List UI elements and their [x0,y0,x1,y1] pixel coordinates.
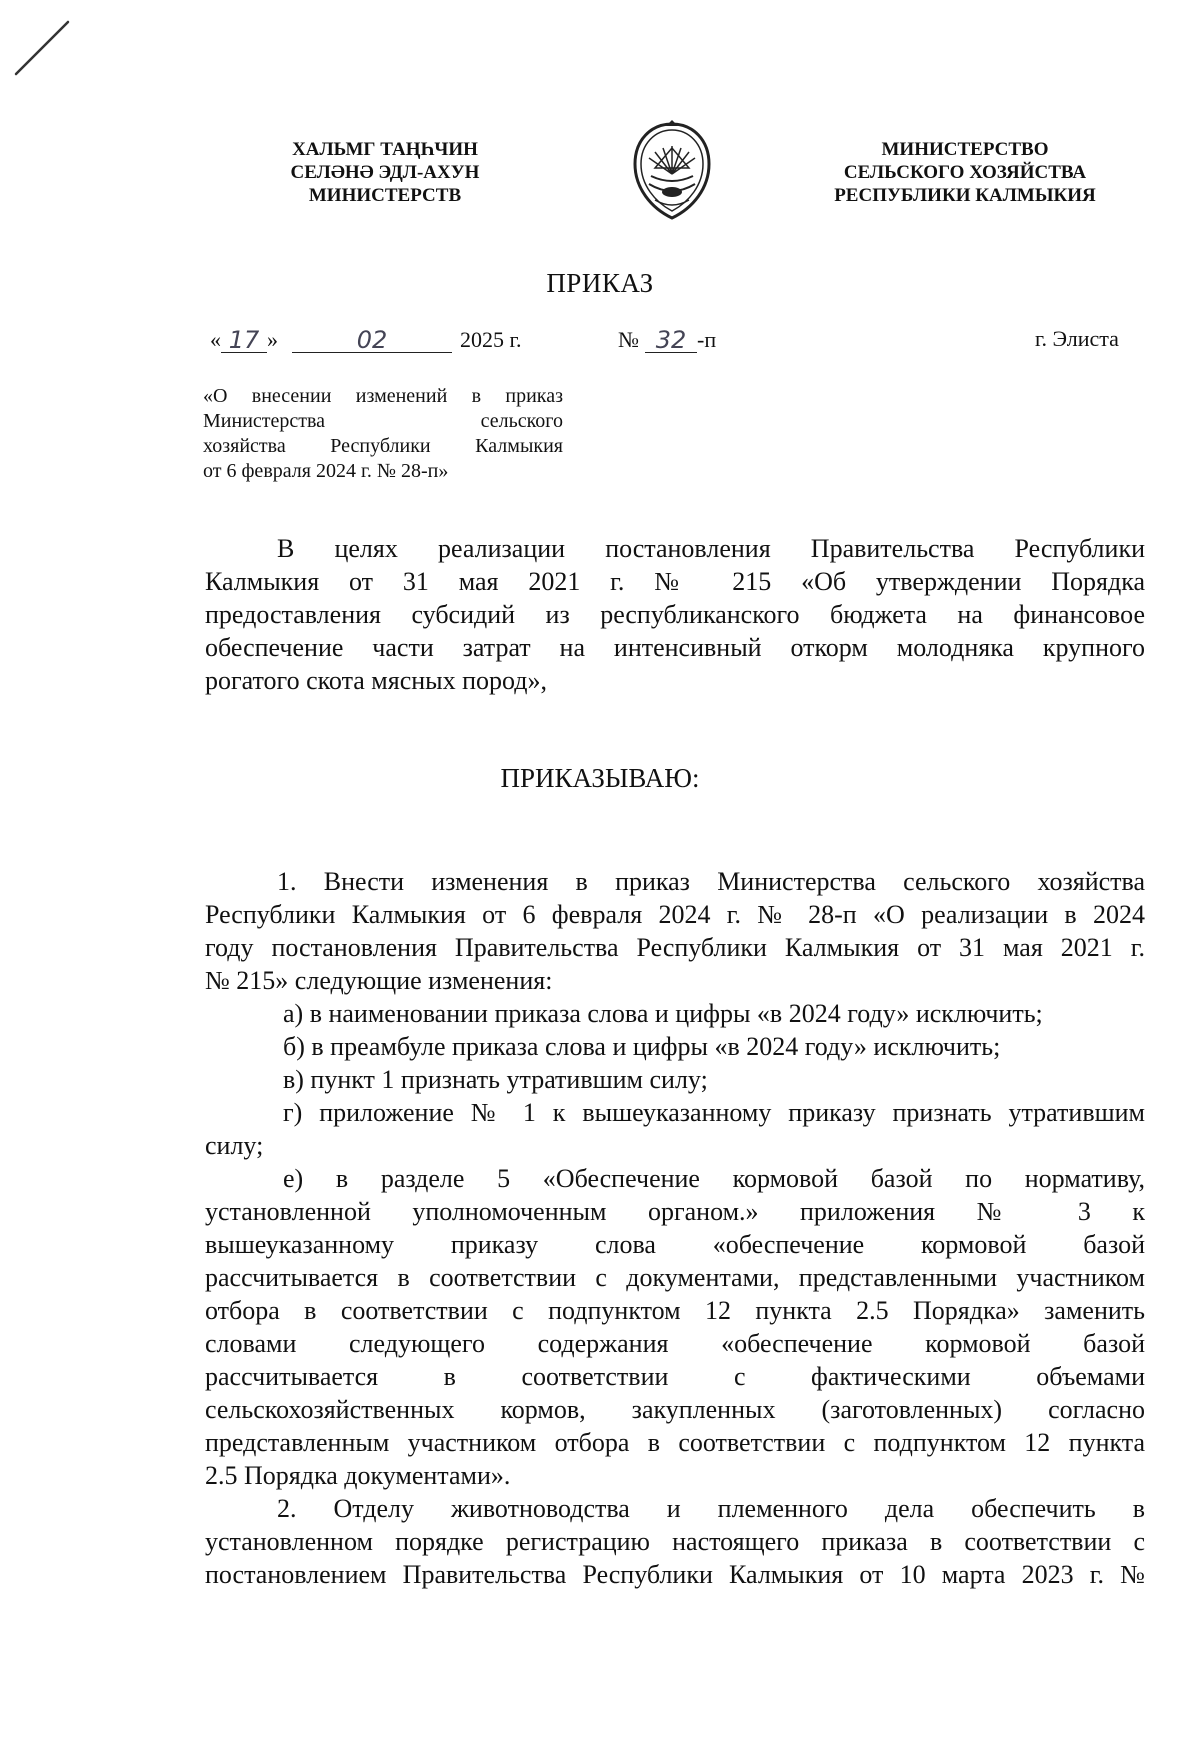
subitem-v: в) пункт 1 признать утратившим силу; [283,1065,708,1094]
header-left-line: МИНИСТЕРСТВ [308,185,462,206]
item-line: силу; [205,1131,264,1160]
item-line: установленной уполномоченным органом.» приложения № 3 к [205,1197,1145,1226]
item-line: рассчитывается в соответствии с фактическими объемами [205,1362,1145,1391]
date-month-handwritten: 02 [356,326,388,354]
item-line: вышеуказанному приказу слова «обеспечение кормовой базой [205,1230,1145,1259]
number-handwritten: 32 [655,326,687,354]
item-line: словами следующего содержания «обеспечение кормовой базой [205,1329,1145,1358]
item-line: сельскохозяйственных кормов, закупленных (заготовленных) согласно [205,1395,1145,1424]
subject-line: «О внесении изменений в приказ [203,385,563,407]
preamble-line: Калмыкия от 31 мая 2021 г. № 215 «Об утверждении Порядка [205,567,1145,596]
preamble-line: обеспечение части затрат на интенсивный откорм молодняка крупного [205,633,1145,662]
preamble-line: предоставления субсидий из республиканского бюджета на финансовое [205,600,1145,629]
order-subject [203,384,563,484]
item-line: постановлением Правительства Республики Калмыкия от 10 марта 2023 г. № [205,1560,1145,1589]
item-line: Республики Калмыкия от 6 февраля 2024 г. № 28-п «О реализации в 2024 [205,900,1145,929]
date-open-quote: « [210,327,221,352]
item-2-line: 2. Отделу животноводства и племенного дела обеспечить в [277,1494,1145,1523]
preamble-line: рогатого скота мясных пород», [205,666,548,695]
preamble-line: В целях реализации постановления Правительства Республики [277,534,1145,563]
item-line: отбора в соответствии с подпунктом 12 пункта 2.5 Порядка» заменить [205,1296,1145,1325]
pen-stroke-mark [12,18,72,78]
date-month-field [292,326,452,353]
document-title: ПРИКАЗ [546,268,654,298]
item-line: 2.5 Порядка документами». [205,1461,511,1490]
item-line: представленным участником отбора в соответствии с подпунктом 12 пункта [205,1428,1145,1457]
order-directive-word: ПРИКАЗЫВАЮ: [500,763,700,793]
order-date [210,326,522,353]
header-right-line: РЕСПУБЛИКИ КАЛМЫКИЯ [834,185,1096,206]
date-day-field [221,326,267,353]
date-year: 2025 г. [460,327,522,352]
coat-of-arms-emblem [625,118,719,224]
subitem-g: г) приложение № 1 к вышеуказанному приказу признать утратившим [283,1098,1145,1127]
item-line: 1. Внести изменения в приказ Министерства сельского хозяйства [277,867,1145,896]
subject-line: Министерства сельского [203,410,563,432]
header-left-line: ХАЛЬМГ ТАҢҺЧИН [292,139,478,160]
header-right-line: МИНИСТЕРСТВО [881,139,1049,160]
header-right-line: СЕЛЬСКОГО ХОЗЯЙСТВА [843,162,1087,183]
item-line: установленном порядке регистрацию настоящего приказа в соответствии с [205,1527,1145,1556]
subitem-b: б) в преамбуле приказа слова и цифры «в 2024 году» исключить; [283,1032,1001,1061]
date-day-handwritten: 17 [228,326,260,354]
item-line: № 215» следующие изменения: [205,966,553,995]
date-close-quote: » [267,327,278,352]
item-line: году постановления Правительства Республики Калмыкия от 31 мая 2021 г. [205,933,1145,962]
city-name: г. Элиста [1035,326,1119,351]
order-number [618,326,716,353]
number-field [645,326,697,353]
subitem-a: а) в наименовании приказа слова и цифры «в 2024 году» исключить; [283,999,1043,1028]
number-suffix: -п [697,327,717,352]
order-items [205,865,1145,1591]
subject-line: от 6 февраля 2024 г. № 28-п» [203,460,449,482]
subitem-e: е) в разделе 5 «Обеспечение кормовой базой по нормативу, [283,1164,1145,1193]
preamble-paragraph [205,532,1145,697]
header-left-kalmyk [230,138,540,207]
header-right-russian [780,138,1150,207]
header-left-line: СЕЛӘНӘ ЭДЛ-АХУН [290,162,480,183]
date-number-row [0,322,1200,356]
number-prefix: № [618,327,639,352]
subject-line: хозяйства Республики Калмыкия [203,435,563,457]
item-line: рассчитывается в соответствии с документами, представленными участником [205,1263,1145,1292]
